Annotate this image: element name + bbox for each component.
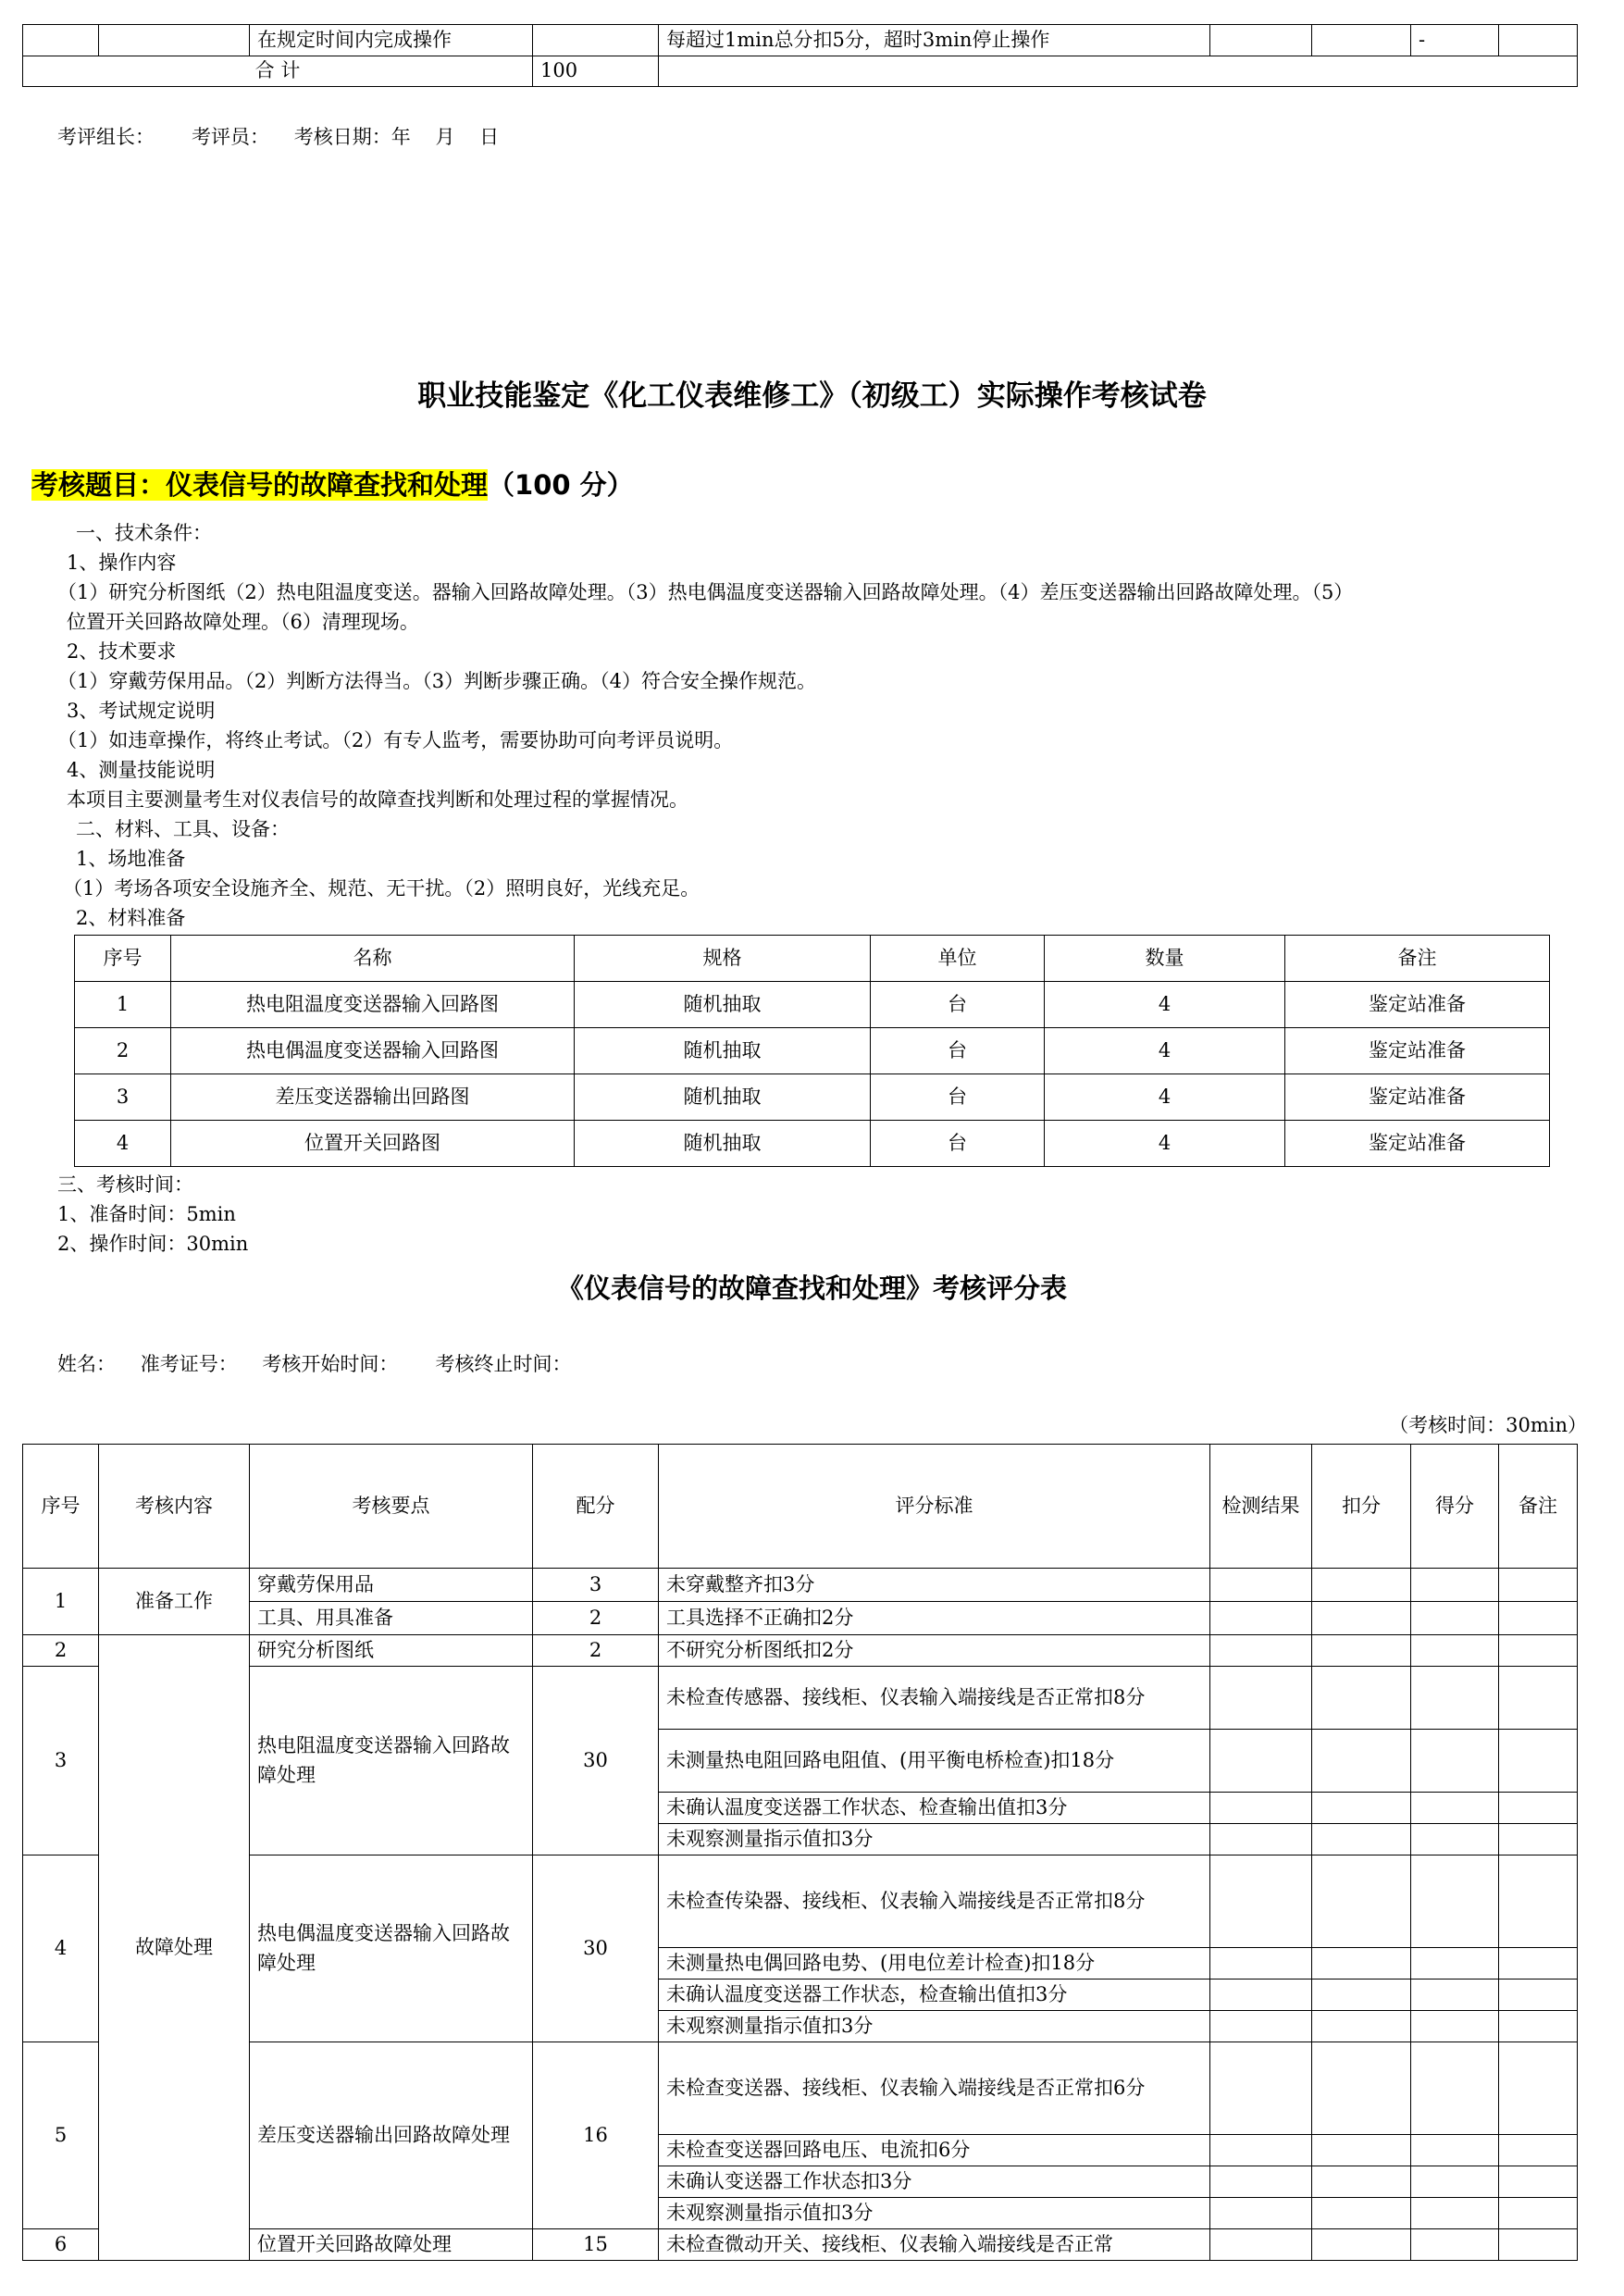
materials-header-row: 序号 名称 规格 单位 数量 备注 [75, 936, 1550, 982]
table-row: 6 位置开关回路故障处理 15 未检查微动开关、接线柜、仪表输入端接线是否正常 [23, 2229, 1578, 2261]
table-row: 3 差压变送器输出回路图 随机抽取 台 4 鉴定站准备 [75, 1074, 1550, 1121]
site-prep-title: 1、场地准备 [76, 848, 186, 870]
exam-title: 职业技能鉴定《化工仪表维修工》（初级工）实际操作考核试卷 [417, 379, 1207, 413]
topic-score: （100 分） [488, 469, 634, 501]
skill-desc-title: 4、测量技能说明 [67, 759, 216, 781]
tech-requirements-title: 2、技术要求 [67, 640, 177, 663]
site-prep-body: （1）考场各项安全设施齐全、规范、无干扰。（2）照明良好，光线充足。 [63, 877, 700, 900]
table-row: 3 热电阻温度变送器输入回路故障处理 30 未检查传感器、接线柜、仪表输入端接线是否正常扣8分 [23, 1667, 1578, 1730]
topic-label: 考核题目：仪表信号的故障查找和处理 [31, 469, 489, 501]
total-score: 100 [533, 56, 659, 87]
table-row: 5 差压变送器输出回路故障处理 16 未检查变送器、接线柜、仪表输入端接线是否正常扣6分 [23, 2042, 1578, 2135]
table-row: 1 准备工作 穿戴劳保用品 3 未穿戴整齐扣3分 [23, 1569, 1578, 1602]
materials-heading: 二、材料、工具、设备： [76, 818, 290, 840]
table-row: 4 位置开关回路图 随机抽取 台 4 鉴定站准备 [75, 1121, 1550, 1167]
table-row: 工具、用具准备 2 工具选择不正确扣2分 [23, 1602, 1578, 1635]
top-score-table-fragment [22, 24, 1578, 87]
exam-rules-body: （1）如违章操作，将终止考试。（2）有专人监考，需要协助可向考评员说明。 [57, 729, 734, 751]
item-text: 在规定时间内完成操作 [250, 25, 533, 56]
materials-prep-title: 2、材料准备 [76, 907, 186, 929]
op-time: 2、操作时间：30min [57, 1233, 249, 1255]
score-sheet-title: 《仪表信号的故障查找和处理》考核评分表 [556, 1272, 1067, 1304]
tech-requirements-body: （1）穿戴劳保用品。（2）判断方法得当。（3）判断步骤正确。（4）符合安全操作规范。 [57, 670, 816, 692]
table-row: 1 热电阻温度变送器输入回路图 随机抽取 台 4 鉴定站准备 [75, 982, 1550, 1028]
score-header-row: 序号 考核内容 考核要点 配分 评分标准 检测结果 扣分 得分 备注 [23, 1445, 1578, 1569]
signature-line: 考评组长： 考评员： 考核日期：年 月 日 [57, 126, 500, 148]
total-label: 合 计 [23, 56, 533, 87]
exam-duration-note: （考核时间：30min） [1389, 1414, 1587, 1436]
dash-cell: - [1411, 25, 1499, 56]
exam-time-heading: 三、考核时间： [57, 1173, 193, 1196]
operation-content-body-2: 位置开关回路故障处理。（6）清理现场。 [67, 611, 419, 633]
candidate-info-line: 姓名： 准考证号： 考核开始时间： 考核终止时间： [57, 1353, 572, 1375]
exam-rules-title: 3、考试规定说明 [67, 700, 216, 722]
operation-content-title: 1、操作内容 [67, 552, 177, 574]
skill-desc-body: 本项目主要测量考生对仪表信号的故障查找判断和处理过程的掌握情况。 [67, 788, 688, 811]
table-row: 2 热电偶温度变送器输入回路图 随机抽取 台 4 鉴定站准备 [75, 1028, 1550, 1074]
table-row: 2 故障处理 研究分析图纸 2 不研究分析图纸扣2分 [23, 1635, 1578, 1667]
table-row: 4 热电偶温度变送器输入回路故障处理 30 未检查传染器、接线柜、仪表输入端接线是否正常扣8分 [23, 1855, 1578, 1948]
prep-time: 1、准备时间：5min [57, 1203, 236, 1225]
materials-table [74, 935, 1550, 1167]
criteria-text: 每超过1min总分扣5分，超时3min停止操作 [659, 25, 1210, 56]
conditions-heading: 一、技术条件： [76, 522, 212, 544]
score-table: 序号 考核内容 考核要点 配分 评分标准 检测结果 扣分 得分 备注 1 准备工作 穿戴劳保用品 3 未穿戴整齐扣3分 工具、用具准备 2 工具选择不正确扣2分 2 故障处理 研究分析图纸 2 不研究分析图纸扣2分 3 热电阻温度变送器输入回路故障处理 30 未检查传感器、接线柜、仪表输入端接线是否正常扣8分 未测量热电阻回路电阻值、(用平衡电桥检查)扣18分 未确认温度变送器工作状态、检查输出值扣3分 未观察测量指示值扣3分 4 热电偶温度变送器输入回路故障处理 30 未检查传染器、接线柜、仪表输入端接线是否正常扣8分 未测量热电偶回路电势、(用电位差计检查)扣18分 未确认温度变送器工作状态，检查输出值扣3分 未观察测量指示值扣3分 5 差压变送器输出回路故障处理 16 未检查变送器、接线柜、仪表输入端接线是否正常扣6分 未检查变送器回路电压、电流扣6分 未确认变送器工作状态扣3分 未观察测量指示值扣3分 6 位置开关回路故障处理 15 未检查微动开关、接线柜、仪表输入端接线是否正常 [22, 1444, 1578, 2261]
operation-content-body-1: （1）研究分析图纸（2）热电阻温度变送。器输入回路故障处理。（3）热电偶温度变送器输入回路故障处理。（4）差压变送器输出回路故障处理。（5） [57, 581, 1354, 603]
topic-line [31, 465, 634, 506]
